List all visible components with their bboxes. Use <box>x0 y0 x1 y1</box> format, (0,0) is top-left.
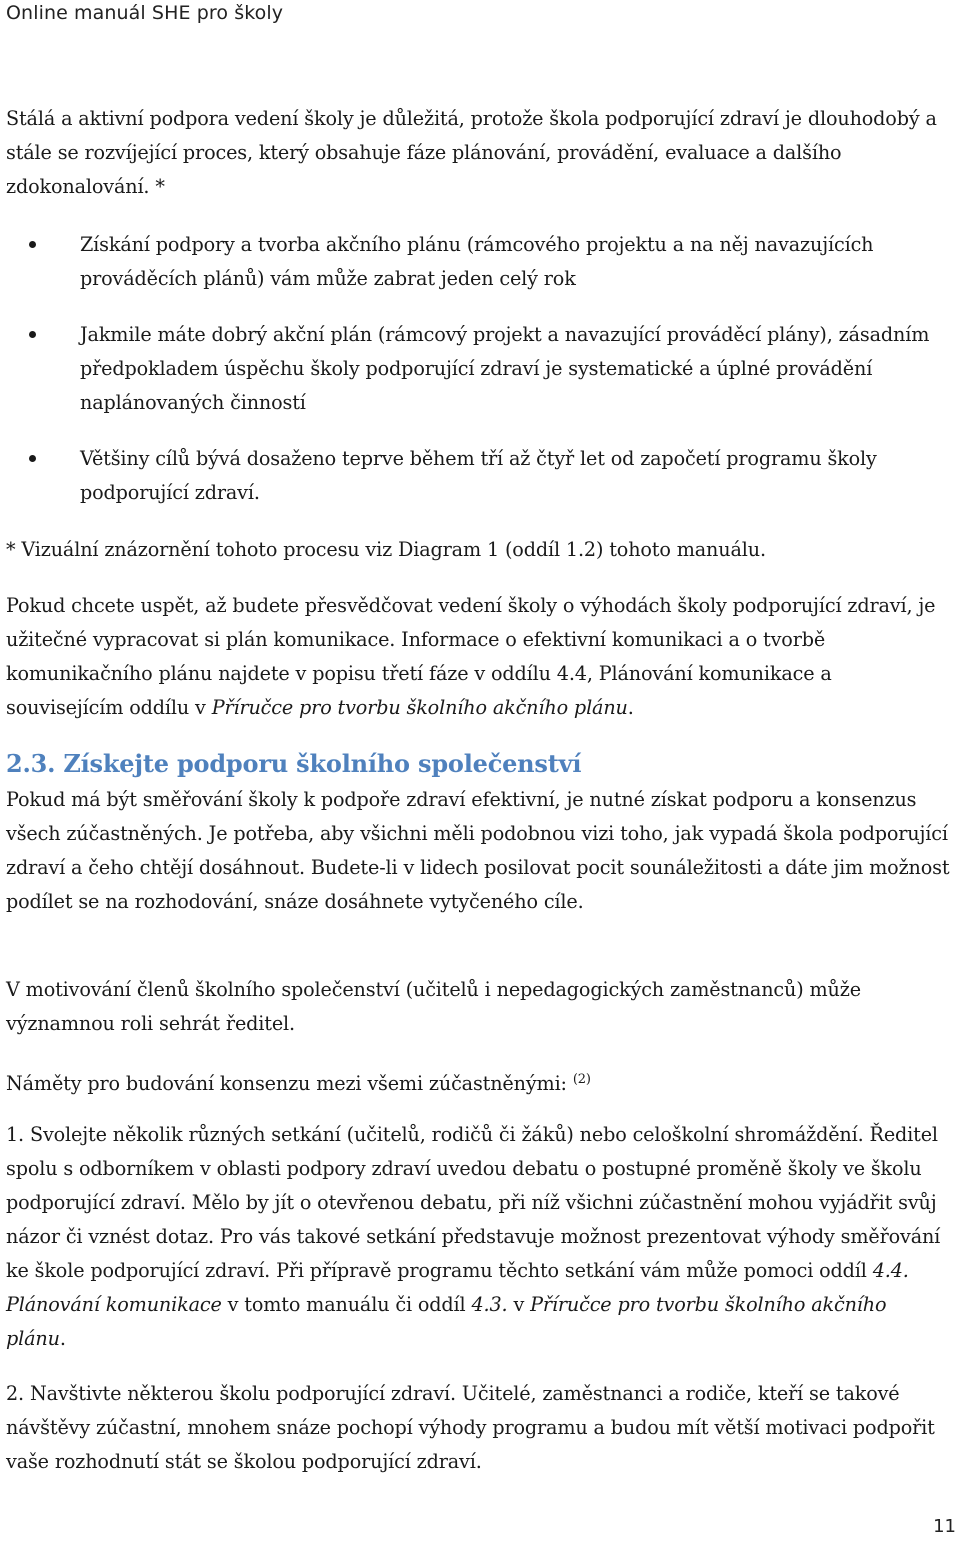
paragraph-support: Pokud má být směřování školy k podpoře zdraví efektivní, je nutné získat podporu a konsenzus všech zúčastněných. Je potřeba, aby všichni měli podobnou vizi toho, jak vypadá škola podporující zdraví a čeho chtějí dosáhnout. Budete-li v lidech posilovat pocit sounáležitosti a dáte jim možnost podílet se na rozhodování, snáze dosáhnete vytyčeného cíle. <box>6 788 950 913</box>
paragraph-motivation: V motivování členů školního společenství (učitelů i nepedagogických zaměstnanců) může významnou roli sehrát ředitel. <box>6 978 861 1035</box>
communication-end: . <box>627 696 634 719</box>
citation-reference: (2) <box>572 1072 591 1087</box>
bullet-icon <box>29 241 36 248</box>
footnote-note: * Vizuální znázornění tohoto procesu viz Diagram 1 (oddíl 1.2) tohoto manuálu. <box>6 538 766 561</box>
communication-text: Pokud chcete uspět, až budete přesvědčovat vedení školy o výhodách školy podporující zdraví, je užitečné vypracovat si plán komunikace. Informace o efektivní komunikaci a o tvorbě komunikačního plánu najdete v popisu třetí fáze v oddílu 4.4, Plánování komunikace a souvisejícím oddílu v <box>6 594 936 719</box>
bullet-item <box>6 318 951 420</box>
bullet-text: Jakmile máte dobrý akční plán (rámcový projekt a navazující prováděcí plány), zásadním předpokladem úspěchu školy podporující zdraví je systematické a úplné provádění naplánovaných činností <box>80 323 930 414</box>
numbered-item-1 <box>6 1118 951 1356</box>
bullet-text: Většiny cílů bývá dosaženo teprve během tří až čtyř let od započetí programu školy podporující zdraví. <box>80 447 877 504</box>
item1-text-v: v <box>507 1293 531 1316</box>
running-header: Online manuál SHE pro školy <box>6 2 284 24</box>
paragraph-consensus-intro <box>6 1063 951 1101</box>
bullet-icon <box>29 331 36 338</box>
consensus-text: Náměty pro budování konsenzu mezi všemi zúčastněnými: <box>6 1072 573 1095</box>
item1-section-number: 4.3. <box>471 1293 508 1316</box>
item1-text-cont: v tomto manuálu či oddíl <box>221 1293 472 1316</box>
handbook-reference: Příručce pro tvorbu školního akčního plánu <box>211 696 628 719</box>
item1-handbook-ref: Příručce pro tvorbu školního akčního plánu <box>6 1293 887 1350</box>
section-heading <box>6 747 581 781</box>
section-title: Získejte podporu školního společenství <box>63 749 582 778</box>
communication-paragraph <box>6 589 951 725</box>
bullet-text: Získání podpory a tvorba akčního plánu (rámcového projektu a na něj navazujících prováděcích plánů) vám může zabrat jeden celý rok <box>80 233 874 290</box>
bullet-item <box>6 228 951 296</box>
item1-section-ref: 4.4. Plánování komunikace <box>6 1259 909 1316</box>
bullet-list <box>6 228 951 510</box>
page-number: 11 <box>933 1516 956 1537</box>
numbered-item-2: 2. Navštivte některou školu podporující zdraví. Učitelé, zaměstnanci a rodiče, kteří se takové návštěvy zúčastní, mnohem snáze pochopí výhody programu a budou mít větší motivaci podpořit vaše rozhodnutí stát se školou podporující zdraví. <box>6 1382 935 1473</box>
bullet-item <box>6 442 951 510</box>
item1-text-end: . <box>59 1327 66 1350</box>
intro-paragraph: Stálá a aktivní podpora vedení školy je důležitá, protože škola podporující zdraví je dlouhodobý a stále se rozvíjející proces, který obsahuje fáze plánování, provádění, evaluace a dalšího zdokonalování. * <box>6 107 937 198</box>
item1-text: 1. Svolejte několik různých setkání (učitelů, rodičů či žáků) nebo celoškolní shromáždění. Ředitel spolu s odborníkem v oblasti podpory zdraví uvedou debatu o postupné proměně školy ve školu podporující zdraví. Mělo by jít o otevřenou debatu, při níž všichni zúčastnění mohou vyjádřit svůj názor či vznést dotaz. Pro vás takové setkání představuje možnost prezentovat výhody směřování ke škole podporující zdraví. Při přípravě programu těchto setkání vám může pomoci oddíl <box>6 1123 941 1282</box>
bullet-icon <box>29 455 36 462</box>
section-number: 2.3. <box>6 749 56 778</box>
